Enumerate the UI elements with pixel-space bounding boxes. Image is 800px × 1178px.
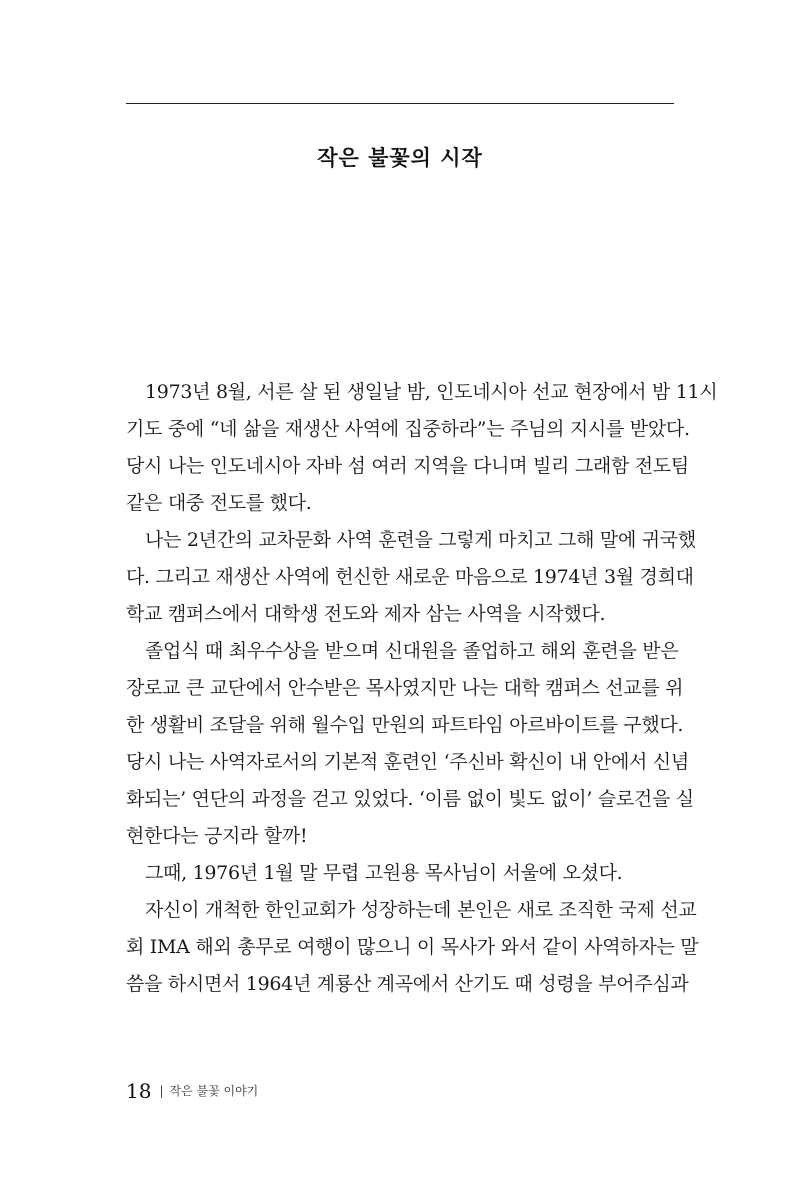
text-line: 기도 중에 “네 삶을 재생산 사역에 집중하라”는 주님의 지시를 받았다. [126, 418, 690, 440]
text-line: 당시 나는 사역자로서의 기본적 훈련인 ‘주신바 확신이 내 안에서 신념 [126, 751, 689, 773]
text-line: 씀을 하시면서 1964년 계룡산 계곡에서 산기도 때 성령을 부어주심과 [126, 973, 689, 995]
text-line: 1973년 8월, 서른 살 된 생일날 밤, 인도네시아 선교 현장에서 밤 11시 [145, 381, 718, 403]
body-text [126, 374, 718, 1003]
text-line: 장로교 큰 교단에서 안수받은 목사였지만 나는 대학 캠퍼스 선교를 위 [126, 677, 684, 699]
text-line: 현한다는 긍지라 할까! [126, 825, 308, 847]
footer-separator: | [159, 1084, 164, 1098]
chapter-title: 작은 불꽃의 시작 [317, 146, 483, 170]
page-footer [126, 1077, 258, 1105]
text-line: 회 IMA 해외 총무로 여행이 많으니 이 목사가 와서 같이 사역하자는 말 [126, 936, 699, 958]
text-line: 같은 대중 전도를 했다. [126, 492, 312, 514]
running-book-title: 작은 불꽃 이야기 [169, 1084, 259, 1098]
text-line: 다. 그리고 재생산 사역에 헌신한 새로운 마음으로 1974년 3월 경희대 [126, 566, 694, 588]
text-line: 화되는’ 연단의 과정을 걷고 있었다. ‘이름 없이 빛도 없이’ 슬로건을 실 [126, 788, 694, 810]
text-line: 나는 2년간의 교차문화 사역 훈련을 그렇게 마치고 그해 말에 귀국했 [145, 529, 696, 551]
text-line: 자신이 개척한 한인교회가 성장하는데 본인은 새로 조직한 국제 선교 [145, 899, 697, 921]
text-line: 한 생활비 조달을 위해 월수입 만원의 파트타임 아르바이트를 구했다. [126, 714, 684, 736]
top-rule [126, 103, 674, 104]
text-line: 당시 나는 인도네시아 자바 섬 여러 지역을 다니며 빌리 그래함 전도팀 [126, 455, 689, 477]
text-line: 그때, 1976년 1월 말 무렵 고원용 목사님이 서울에 오셨다. [145, 862, 623, 884]
page-number: 18 [126, 1079, 152, 1103]
text-line: 학교 캠퍼스에서 대학생 전도와 제자 삼는 사역을 시작했다. [126, 603, 606, 625]
text-line: 졸업식 때 최우수상을 받으며 신대원을 졸업하고 해외 훈련을 받은 [145, 640, 679, 662]
